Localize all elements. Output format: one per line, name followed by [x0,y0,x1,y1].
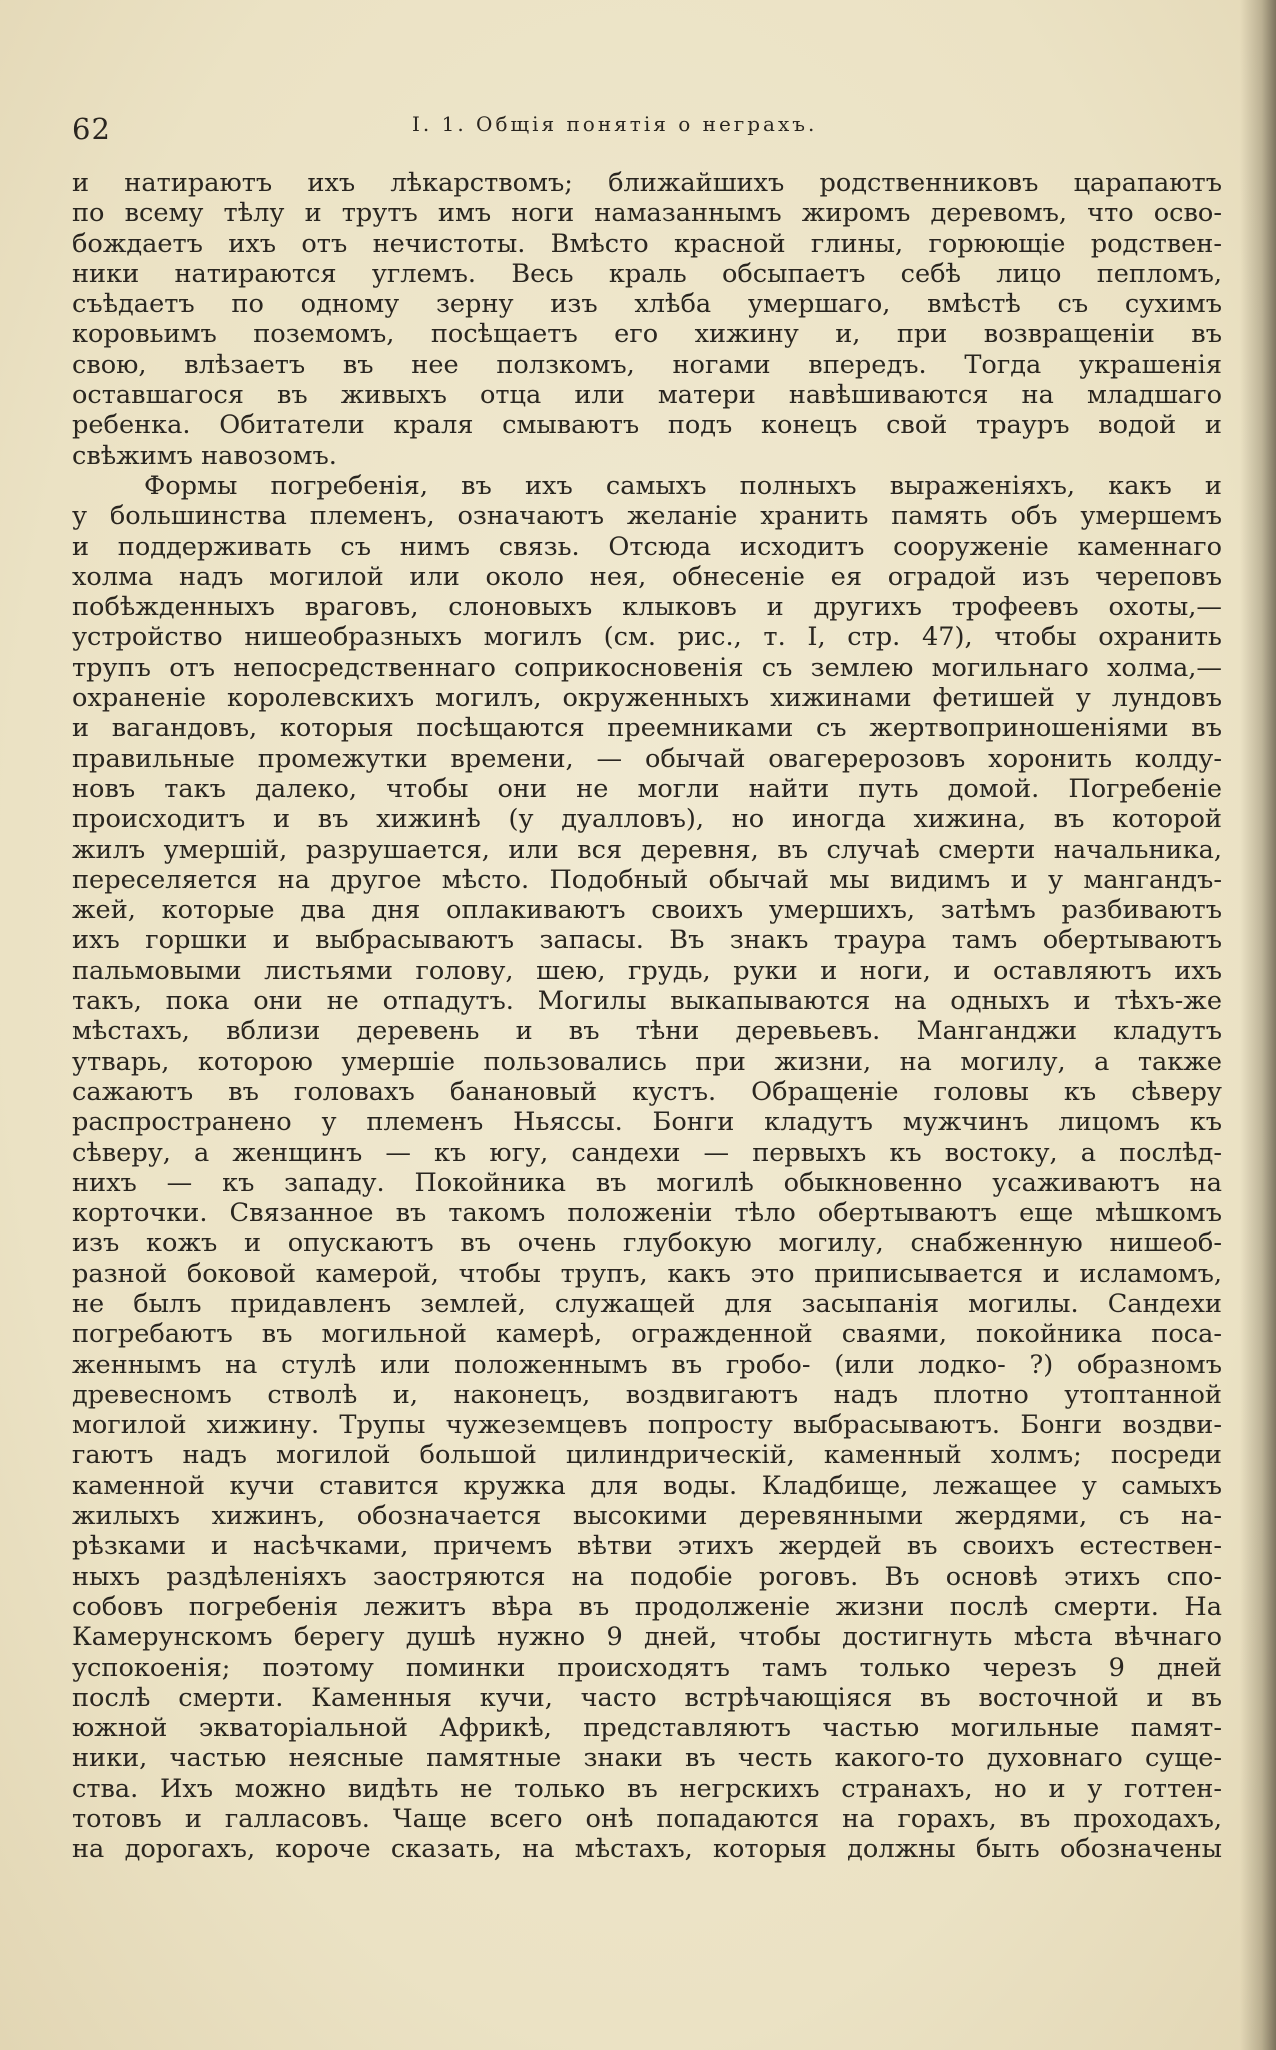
text-line: распространено у племенъ Ньяссы. Бонги кладутъ мужчинъ лицомъ къ [72,1107,1222,1138]
text-line: съѣдаетъ по одному зерну изъ хлѣба умершаго, вмѣстѣ съ сухимъ [72,289,1222,320]
text-line: сѣверу, а женщинъ — къ югу, сандехи — первыхъ къ востоку, а послѣд- [72,1137,1222,1168]
text-line: успокоенія; поэтому поминки происходятъ тамъ только черезъ 9 дней [72,1652,1222,1683]
text-line: и натираютъ ихъ лѣкарствомъ; ближайшихъ родственниковъ царапаютъ [72,168,1222,198]
text-line: ства. Ихъ можно видѣть не только въ негрскихъ странахъ, но и у готтен- [72,1773,1222,1804]
text-line: корточки. Связанное въ такомъ положеніи тѣло обертываютъ еще мѣшкомъ [72,1198,1222,1229]
page-header [72,108,1222,148]
text-line: пальмовыми листьями голову, шею, грудь, руки и ноги, и оставляютъ ихъ [72,955,1222,986]
text-line: по всему тѣлу и трутъ имъ ноги намазаннымъ жиромъ деревомъ, что осво- [72,198,1222,229]
text-line: правильные промежутки времени, — обычай овагерерозовъ хоронить колду- [72,743,1222,774]
text-line: жилыхъ хижинъ, обозначается высокими деревянными жердями, съ на- [72,1501,1222,1532]
text-line: жей, которые два дня оплакиваютъ своихъ умершихъ, затѣмъ разбиваютъ [72,895,1222,926]
text-line: утварь, которою умершіе пользовались при жизни, на могилу, а также [72,1046,1222,1077]
text-line: тотовъ и галласовъ. Чаще всего онѣ попадаются на горахъ, въ проходахъ, [72,1804,1222,1835]
text-line: женнымъ на стулѣ или положеннымъ въ гробо- (или лодко- ?) образномъ [72,1349,1222,1380]
text-line: такъ, пока они не отпадутъ. Могилы выкапываются на одныхъ и тѣхъ-же [72,986,1222,1017]
text-line: мѣстахъ, вблизи деревень и въ тѣни деревьевъ. Манганджи кладутъ [72,1016,1222,1047]
text-line: холма надъ могилой или около нея, обнесеніе ея оградой изъ череповъ [72,561,1222,592]
text-line: переселяется на другое мѣсто. Подобный обычай мы видимъ и у мангандъ- [72,864,1222,895]
text-line: нихъ — къ западу. Покойника въ могилѣ обыкновенно усаживаютъ на [72,1167,1222,1198]
text-line: у большинства племенъ, означаютъ желаніе хранить память объ умершемъ [72,501,1222,532]
text-line: свѣжимъ навозомъ. [72,440,337,471]
text-line: ныхъ раздѣленіяхъ заостряются на подобіе роговъ. Въ основѣ этихъ спо- [72,1561,1222,1592]
text-line: охраненіе королевскихъ могилъ, окруженныхъ хижинами фетишей у лундовъ [72,683,1222,714]
page-edge-shadow [1240,0,1276,2050]
text-line: гаютъ надъ могилой большой цилиндрическій, каменный холмъ; посреди [72,1440,1222,1471]
text-line: ребенка. Обитатели краля смываютъ подъ конецъ свой трауръ водой и [72,410,1222,441]
running-head: I. 1. Общія понятія о неграхъ. [412,112,818,136]
text-line: не былъ придавленъ землей, служащей для засыпанія могилы. Сандехи [72,1288,1222,1319]
text-line: погребаютъ въ могильной камерѣ, огражденной сваями, покойника поса- [72,1319,1222,1350]
text-line: коровьимъ поземомъ, посѣщаетъ его хижину и, при возвращеніи въ [72,319,1222,350]
body-text [72,168,1222,1865]
text-line: ихъ горшки и выбрасываютъ запасы. Въ знакъ траура тамъ обертываютъ [72,925,1222,956]
text-line: жилъ умершій, разрушается, или вся деревня, въ случаѣ смерти начальника, [72,834,1222,865]
text-line: на дорогахъ, короче сказать, на мѣстахъ, которыя должны быть обозначены [72,1834,1222,1865]
page-number: 62 [72,112,111,146]
text-line: происходитъ и въ хижинѣ (у дуалловъ), но иногда хижина, въ которой [72,804,1222,835]
text-line: бождаетъ ихъ отъ нечистоты. Вмѣсто красной глины, горюющіе родствен- [72,228,1222,259]
text-line: рѣзками и насѣчками, причемъ вѣтви этихъ жердей въ своихъ естествен- [72,1531,1222,1562]
text-line: и вагандовъ, которыя посѣщаются преемниками съ жертвоприношеніями въ [72,713,1222,744]
text-line: ники натираются углемъ. Весь краль обсыпаетъ себѣ лицо пепломъ, [72,258,1222,289]
text-line: Камерунскомъ берегу душѣ нужно 9 дней, чтобы достигнуть мѣста вѣчнаго [72,1622,1222,1653]
text-line: устройство нишеобразныхъ могилъ (см. рис., т. I, стр. 47), чтобы охранить [72,622,1222,653]
text-line: южной экваторіальной Африкѣ, представляютъ частью могильные памят- [72,1713,1222,1744]
text-line: свою, влѣзаетъ въ нее ползкомъ, ногами впередъ. Тогда украшенія [72,349,1222,380]
text-line: и поддерживать съ нимъ связь. Отсюда исходитъ сооруженіе каменнаго [72,531,1222,562]
text-line: новъ такъ далеко, чтобы они не могли найти путь домой. Погребеніе [72,773,1222,804]
text-line: сажаютъ въ головахъ банановый кустъ. Обращеніе головы къ сѣверу [72,1076,1222,1107]
text-line: оставшагося въ живыхъ отца или матери навѣшиваются на младшаго [72,380,1222,411]
text-line: побѣжденныхъ враговъ, слоновыхъ клыковъ и другихъ трофеевъ охоты,— [72,592,1222,623]
text-line: послѣ смерти. Каменныя кучи, часто встрѣчающіяся въ восточной и въ [72,1682,1222,1713]
text-line: каменной кучи ставится кружка для воды. Кладбище, лежащее у самыхъ [72,1470,1222,1501]
text-line: разной боковой камерой, чтобы трупъ, какъ это приписывается и исламомъ, [72,1258,1222,1289]
text-line: изъ кожъ и опускаютъ въ очень глубокую могилу, снабженную нишеоб- [72,1228,1222,1259]
text-line: собовъ погребенія лежитъ вѣра въ продолженіе жизни послѣ смерти. На [72,1591,1222,1622]
text-line: древесномъ стволѣ и, наконецъ, воздвигаютъ надъ плотно утоптанной [72,1379,1222,1410]
text-line: ники, частью неясные памятные знаки въ честь какого-то духовнаго суще- [72,1743,1222,1774]
text-line-paragraph-start: Формы погребенія, въ ихъ самыхъ полныхъ выраженіяхъ, какъ и [144,470,1222,501]
text-line: могилой хижину. Трупы чужеземцевъ попросту выбрасываютъ. Бонги воздви- [72,1410,1222,1441]
text-line: трупъ отъ непосредственнаго соприкосновенія съ землею могильнаго холма,— [72,652,1222,683]
